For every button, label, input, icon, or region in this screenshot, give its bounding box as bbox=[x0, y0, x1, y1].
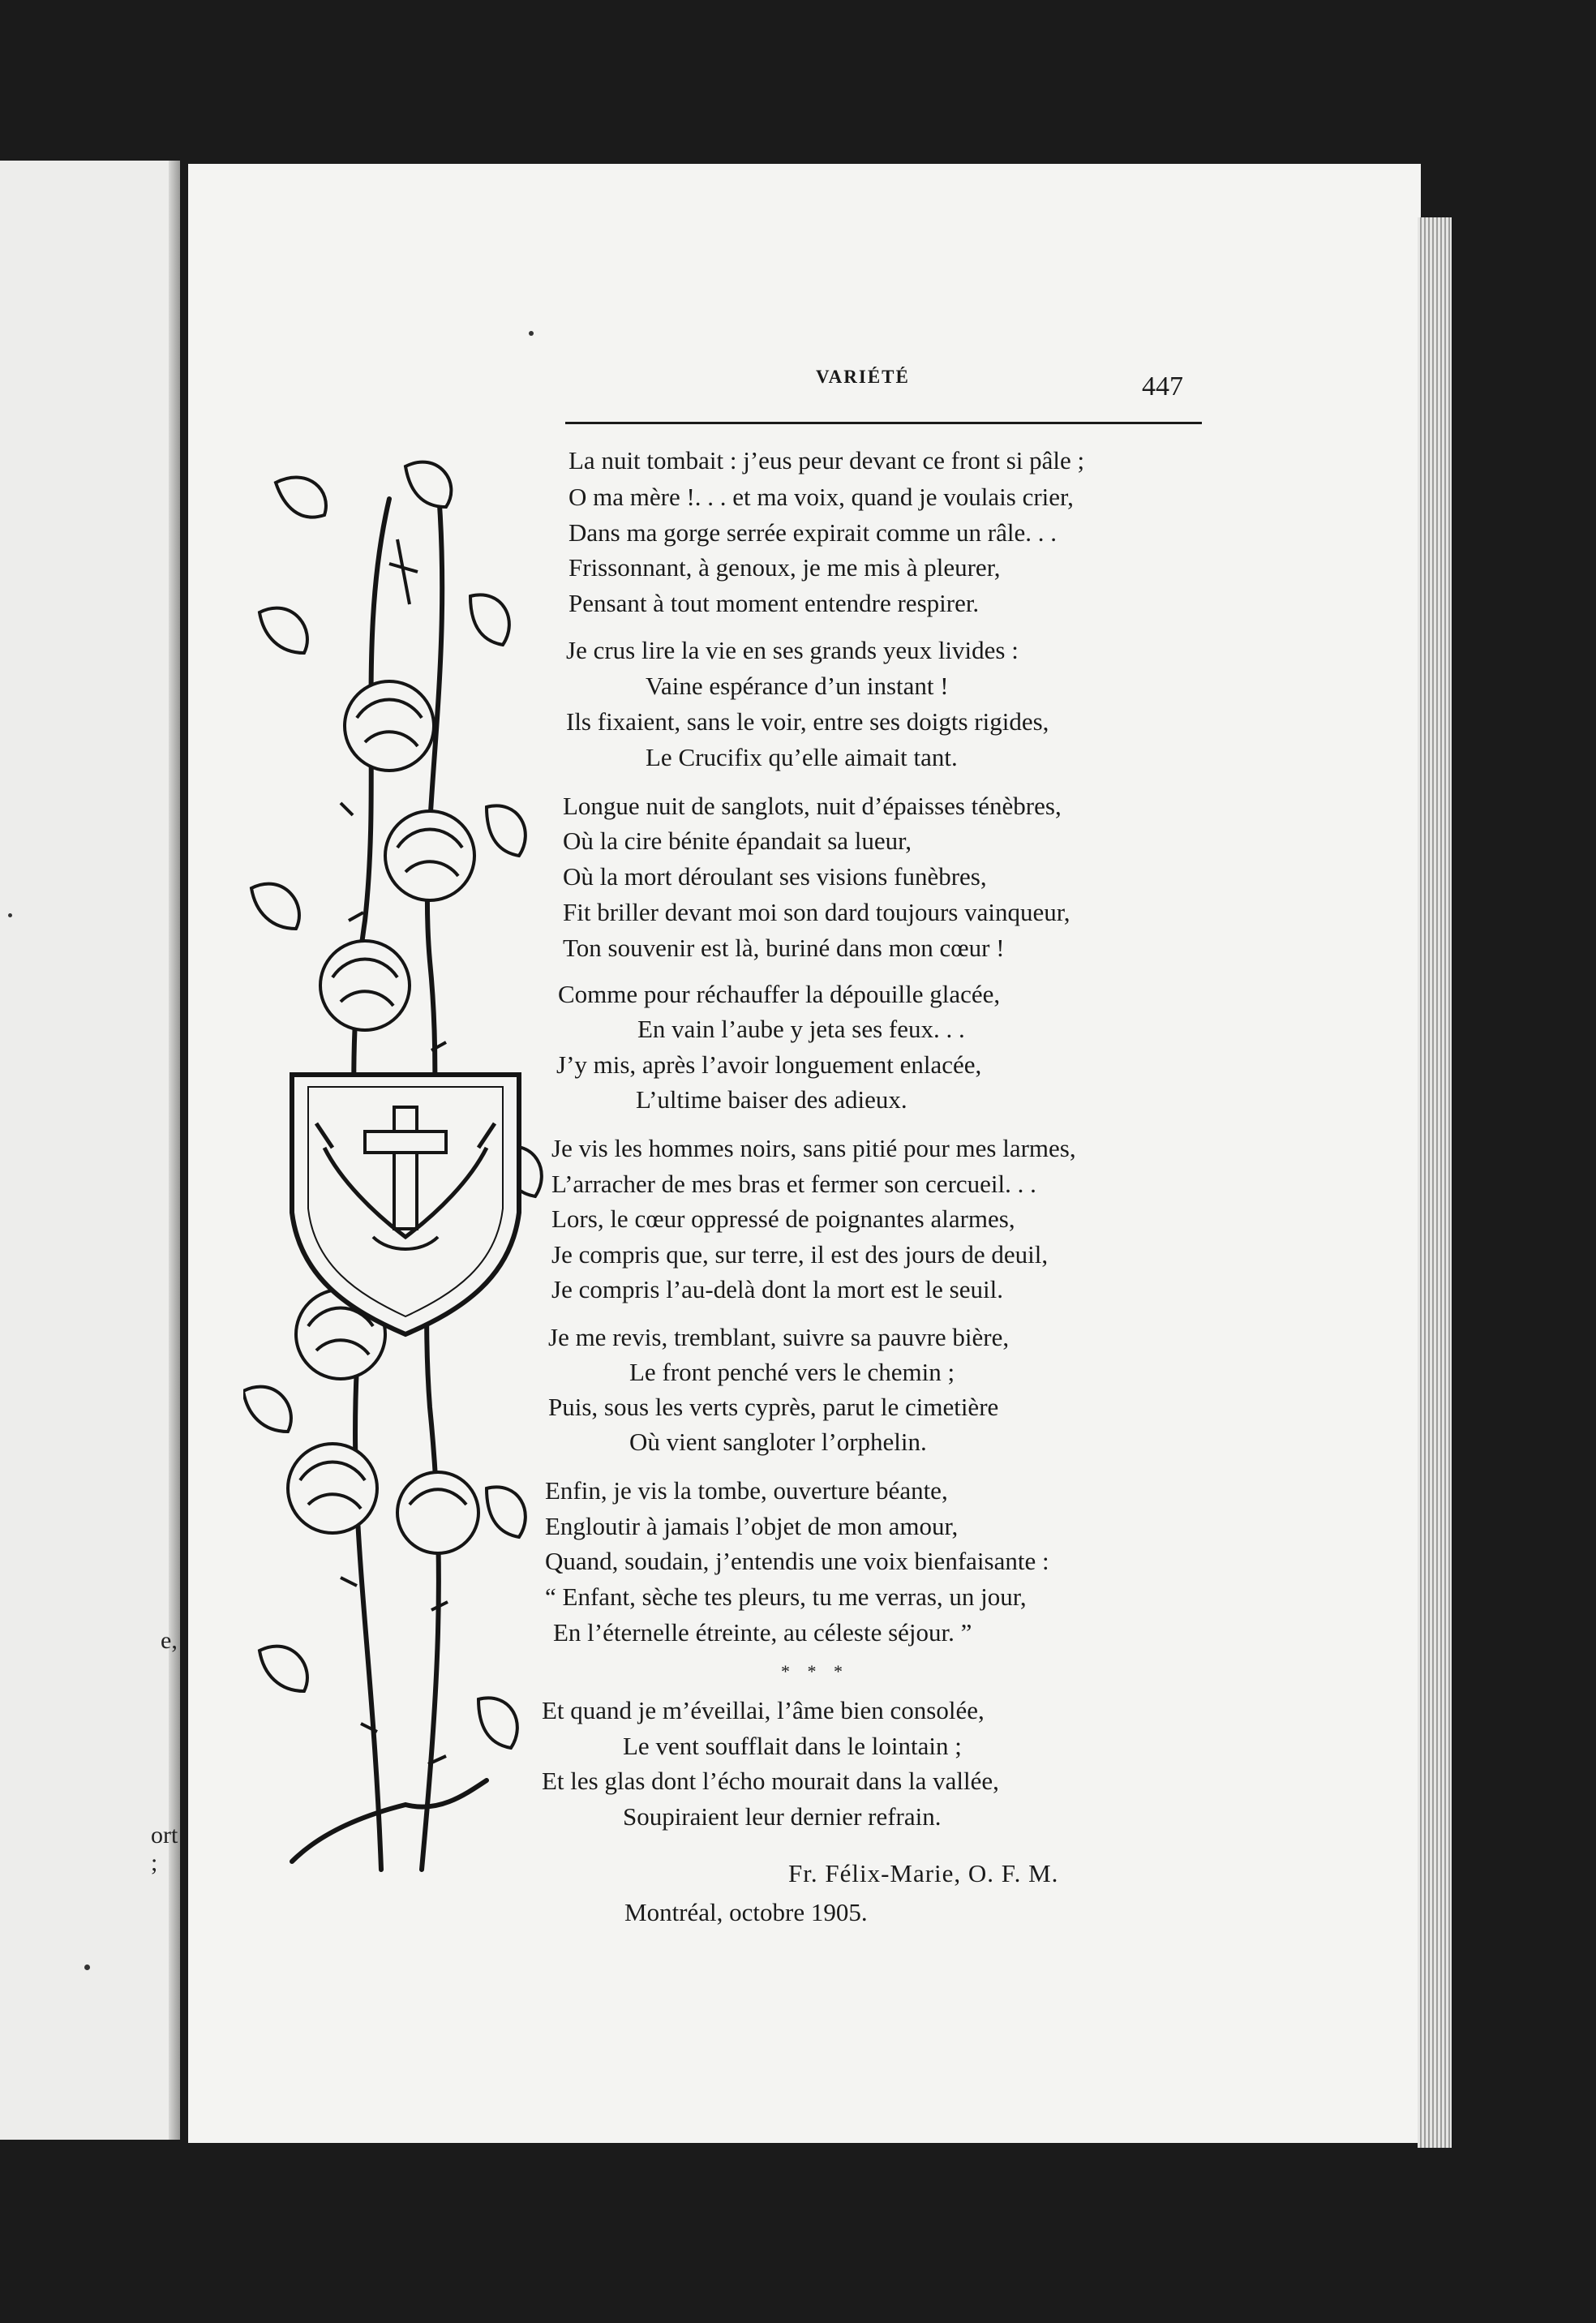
poem-line: Je crus lire la vie en ses grands yeux livides : bbox=[566, 636, 1019, 664]
poem-line: Le Crucifix qu’elle aimait tant. bbox=[646, 743, 958, 771]
poem-line: Lors, le cœur oppressé de poignantes alarmes, bbox=[551, 1204, 1015, 1233]
poem-line: Ils fixaient, sans le voir, entre ses doigts rigides, bbox=[566, 707, 1049, 736]
poem-line: Où la mort déroulant ses visions funèbres, bbox=[563, 862, 987, 891]
left-page-fragment: e, bbox=[161, 1627, 178, 1654]
rose-vine-and-crucifix-shield-icon bbox=[243, 434, 568, 1886]
poem-line: Et les glas dont l’écho mourait dans la vallée, bbox=[542, 1767, 999, 1795]
poem-line: J’y mis, après l’avoir longuement enlacée, bbox=[556, 1050, 982, 1079]
poem-line: Soupiraient leur dernier refrain. bbox=[623, 1802, 942, 1831]
poem-line: O ma mère !. . . et ma voix, quand je voulais crier, bbox=[568, 483, 1074, 511]
poem-line: Et quand je m’éveillai, l’âme bien consolée, bbox=[542, 1696, 985, 1724]
poem-line: L’ultime baiser des adieux. bbox=[636, 1085, 907, 1114]
header-rule bbox=[565, 422, 1202, 424]
poem-line: Pensant à tout moment entendre respirer. bbox=[568, 589, 980, 617]
section-break: * * * bbox=[781, 1661, 849, 1681]
poem-line: Vaine espérance d’un instant ! bbox=[646, 672, 949, 700]
poem-line: Je compris l’au-delà dont la mort est le seuil. bbox=[551, 1275, 1003, 1303]
poem-line: Je compris que, sur terre, il est des jours de deuil, bbox=[551, 1240, 1049, 1269]
author-signature: Fr. Félix-Marie, O. F. M. bbox=[788, 1859, 1059, 1887]
scan-speck bbox=[84, 1964, 90, 1970]
poem-line: La nuit tombait : j’eus peur devant ce front si pâle ; bbox=[568, 446, 1085, 474]
poem-line: Le vent soufflait dans le lointain ; bbox=[623, 1732, 962, 1760]
left-page bbox=[0, 161, 180, 2140]
poem-line: Enfin, je vis la tombe, ouverture béante, bbox=[545, 1476, 948, 1505]
poem-line: Quand, soudain, j’entendis une voix bienfaisante : bbox=[545, 1547, 1049, 1575]
poem-line: Comme pour réchauffer la dépouille glacée, bbox=[558, 980, 1001, 1008]
poem-line: En l’éternelle étreinte, au céleste séjour. ” bbox=[553, 1618, 972, 1647]
poem-line: Je vis les hommes noirs, sans pitié pour mes larmes, bbox=[551, 1134, 1076, 1162]
poem-line: Le front penché vers le chemin ; bbox=[629, 1358, 955, 1386]
poem-line: Engloutir à jamais l’objet de mon amour, bbox=[545, 1512, 959, 1540]
poem-line: En vain l’aube y jeta ses feux. . . bbox=[637, 1015, 965, 1043]
poem-line: Ton souvenir est là, buriné dans mon cœur ! bbox=[563, 934, 1005, 962]
page-edges bbox=[1418, 217, 1452, 2148]
left-page-fragment: ort ; bbox=[151, 1822, 178, 1876]
running-header: VARIÉTÉ bbox=[816, 367, 910, 387]
scan-speck bbox=[8, 913, 12, 917]
poem-line: Fit briller devant moi son dard toujours vainqueur, bbox=[563, 898, 1070, 926]
poem-line: Puis, sous les verts cyprès, parut le cimetière bbox=[548, 1393, 999, 1421]
scan-speck bbox=[529, 331, 534, 336]
poem-line: Où vient sangloter l’orphelin. bbox=[629, 1428, 927, 1456]
poem-line: Je me revis, tremblant, suivre sa pauvre bière, bbox=[548, 1323, 1010, 1351]
place-and-date: Montréal, octobre 1905. bbox=[624, 1898, 868, 1926]
poem-line: Où la cire bénite épandait sa lueur, bbox=[563, 827, 912, 855]
poem-line: Dans ma gorge serrée expirait comme un râle. . . bbox=[568, 518, 1057, 547]
page-number: 447 bbox=[1142, 371, 1183, 401]
poem-line: L’arracher de mes bras et fermer son cercueil. . . bbox=[551, 1170, 1036, 1198]
poem-line: Longue nuit de sanglots, nuit d’épaisses ténèbres, bbox=[563, 792, 1062, 820]
poem-line: Frissonnant, à genoux, je me mis à pleurer, bbox=[568, 553, 1001, 582]
poem-line: “ Enfant, sèche tes pleurs, tu me verras, un jour, bbox=[545, 1582, 1027, 1611]
